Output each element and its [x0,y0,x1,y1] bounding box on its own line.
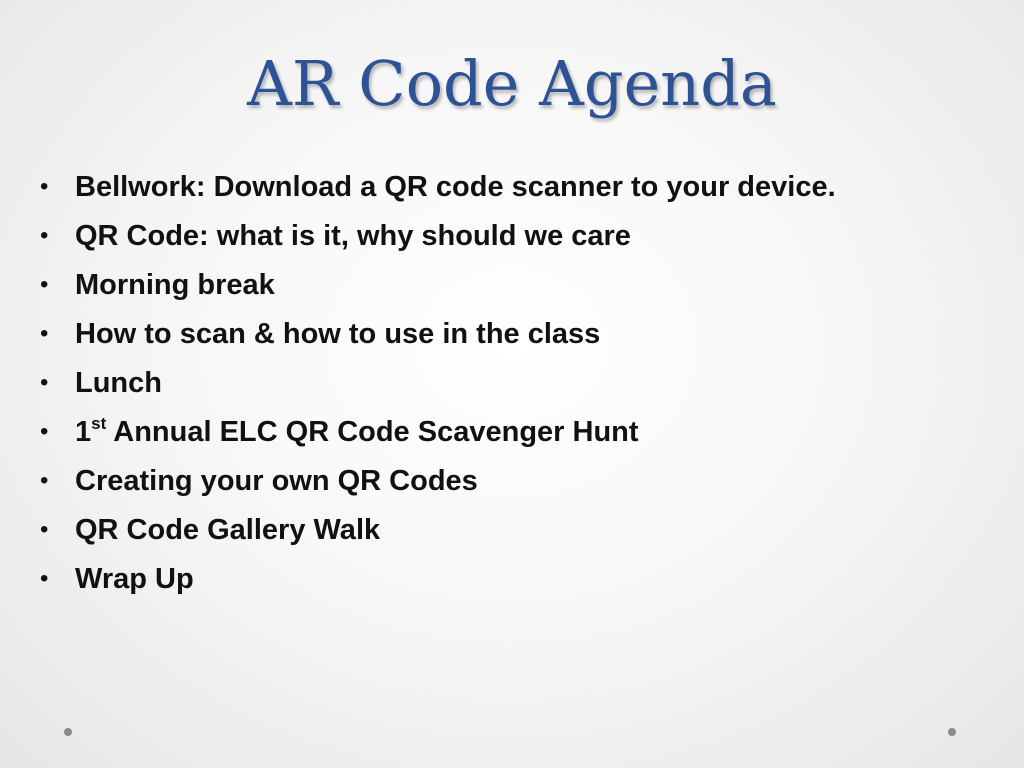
agenda-item [40,217,920,255]
bullet-icon: • [40,271,49,298]
bullet-icon: • [40,320,49,347]
agenda-item [40,266,920,304]
bullet-icon: • [40,418,49,445]
agenda-item [40,364,920,402]
agenda-item [40,315,920,353]
bullet-icon: • [40,173,49,200]
agenda-item-text: How to scan & how to use in the class [75,318,601,350]
agenda-item [40,560,920,598]
agenda-item-text: QR Code: what is it, why should we care [75,220,631,252]
bullet-icon: • [40,516,49,543]
agenda-item-text: QR Code Gallery Walk [75,514,381,546]
agenda-item [40,462,920,500]
bullet-icon: • [40,369,49,396]
agenda-item-ordinal: 1 [75,416,92,448]
agenda-item-text: Annual ELC QR Code Scavenger Hunt [106,416,639,448]
agenda-item-text: Creating your own QR Codes [75,465,478,497]
slide-title: AR Code Agenda [247,47,777,120]
agenda-item-text: Lunch [75,367,162,399]
agenda-item-text: Bellwork: Download a QR code scanner to your device. [75,171,836,203]
bullet-icon: • [40,222,49,249]
bullet-icon: • [40,565,49,592]
corner-dot-left [64,728,72,736]
agenda-list [40,168,920,609]
agenda-item-text: Morning break [75,269,275,301]
agenda-item [40,511,920,549]
corner-dot-right [948,728,956,736]
agenda-item-text: Wrap Up [75,563,194,595]
bullet-icon: • [40,467,49,494]
agenda-item [40,168,920,206]
agenda-item-ordinal-suffix: st [91,414,107,433]
agenda-item [40,413,920,451]
